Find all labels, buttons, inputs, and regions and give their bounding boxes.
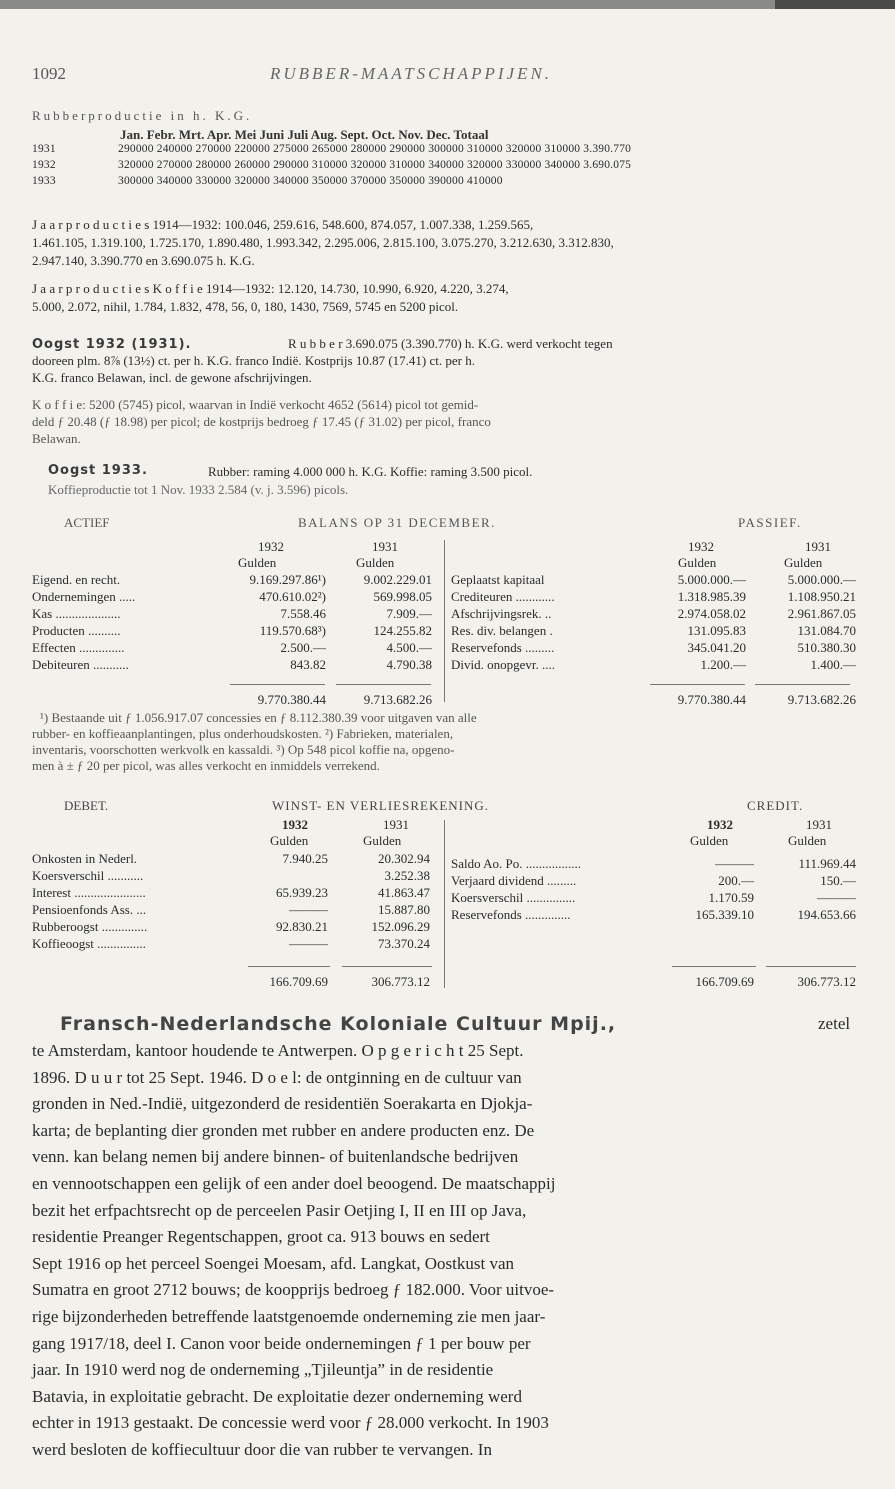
col-unit: Gulden <box>690 833 729 848</box>
production-year: 1931 <box>32 143 56 155</box>
footnote-line: inventaris, voorschotten werkvolk en kassaldi. ³) Op 548 picol koffie na, opgeno- <box>32 742 455 757</box>
credit-total-1932: 166.709.69 <box>695 974 754 989</box>
footnote-line: rubber- en koffieaanplantingen, plus onderhoudskosten. ²) Fabrieken, materialen, <box>32 726 454 741</box>
actief-row-1932: 7.558.46 <box>280 606 326 621</box>
text-line: J a a r p r o d u c t i e s 1914—1932: 100.046, 259.616, 548.600, 874.057, 1.007.338, 1.259.565, <box>32 217 534 232</box>
paragraph-line: venn. kan belang nemen bij andere binnen- of buitenlandsche bedrijven <box>32 1147 519 1167</box>
col-year: 1932 <box>688 539 714 554</box>
actief-row-1931: 4.500.— <box>386 640 432 655</box>
actief-row-1931: 569.998.05 <box>373 589 432 604</box>
oogst-1933-label: Oogst 1933. <box>48 463 148 478</box>
paragraph-line: gronden in Ned.-Indië, uitgezonderd de residentiën Soerakarta en Djokja- <box>32 1094 533 1114</box>
col-year: 1931 <box>372 539 398 554</box>
production-values: 320000 270000 280000 260000 290000 310000 320000 310000 340000 320000 330000 340000 3.690.075 <box>118 159 632 171</box>
col-unit: Gulden <box>784 555 823 570</box>
passief-row-1932: 2.974.058.02 <box>677 606 746 621</box>
column-divider <box>444 820 445 988</box>
text-line: deld ƒ 20.48 (ƒ 18.98) per picol; de kostprijs bedroeg ƒ 17.45 (ƒ 31.02) per picol, franco <box>32 414 491 429</box>
oogst-1932-label: Oogst 1932 (1931). <box>32 337 192 352</box>
text-line: J a a r p r o d u c t i e s K o f f i e 1914—1932: 12.120, 14.730, 10.990, 6.920, 4.220, 3.274, <box>32 281 509 296</box>
passief-row-1931: 1.108.950.21 <box>787 589 856 604</box>
col-year: 1931 <box>806 817 832 832</box>
credit-row-1931: 150.— <box>820 873 856 888</box>
debet-row-label: Onkosten in Nederl. <box>32 851 138 866</box>
col-unit: Gulden <box>356 555 395 570</box>
paragraph-line: Sumatra en groot 2712 bouws; de koopprijs bedroeg ƒ 182.000. Voor uitvoe- <box>32 1280 555 1300</box>
credit-row-1932: ——— <box>715 856 754 871</box>
scan-edge-bar <box>0 0 895 9</box>
sum-rule <box>650 684 745 685</box>
sum-rule <box>672 966 756 967</box>
company-title-tail: zetel <box>818 1014 851 1033</box>
sum-rule <box>230 684 325 685</box>
actief-row-1932: 9.169.297.86¹) <box>249 572 326 587</box>
col-year: 1931 <box>383 817 409 832</box>
paragraph-line: karta; de beplanting dier gronden met rubber en andere producten enz. De <box>32 1120 535 1140</box>
debet-row-1932: 92.830.21 <box>276 919 328 934</box>
paragraph-line: te Amsterdam, kantoor houdende te Antwerpen. O p g e r i c h t 25 Sept. <box>32 1041 524 1060</box>
column-divider <box>444 540 445 702</box>
debet-row-1932: 7.940.25 <box>282 851 328 866</box>
text-line: 1.461.105, 1.319.100, 1.725.170, 1.890.480, 1.993.342, 2.295.006, 2.815.100, 3.075.270, 3.212.630, 3.312.830, <box>32 235 614 250</box>
debet-row-label: Rubberoogst .............. <box>32 919 148 934</box>
debet-row-label: Koersverschil ........... <box>32 868 144 883</box>
actief-total-1931: 9.713.682.26 <box>363 692 432 707</box>
credit-row-label: Verjaard dividend ......... <box>451 873 577 888</box>
passief-row-label: Divid. onopgevr. .... <box>451 657 555 672</box>
paragraph-line: Batavia, in exploitatie gebracht. De exploitatie dezer onderneming werd <box>32 1386 522 1406</box>
text-line: R u b b e r 3.690.075 (3.390.770) h. K.G. werd verkocht tegen <box>288 336 613 351</box>
credit-row-1932: 165.339.10 <box>695 907 754 922</box>
col-unit: Gulden <box>788 833 827 848</box>
sum-rule <box>336 684 431 685</box>
debet-row-1931: 73.370.24 <box>378 936 430 951</box>
actief-row-1932: 470.610.02²) <box>259 589 326 604</box>
debet-row-1931: 3.252.38 <box>384 868 430 883</box>
actief-row-1932: 2.500.— <box>280 640 326 655</box>
debet-row-1931: 20.302.94 <box>378 851 430 866</box>
passief-row-label: Res. div. belangen . <box>451 623 553 638</box>
paragraph-line: en vennootschappen een gelijk of een ander doel beoogend. De maatschappij <box>32 1174 556 1193</box>
balans-title: BALANS OP 31 DECEMBER. <box>298 515 496 530</box>
text-line: K.G. franco Belawan, incl. de gewone afschrijvingen. <box>32 370 312 385</box>
production-year: 1933 <box>32 175 56 187</box>
passief-title: PASSIEF. <box>738 515 802 530</box>
debet-row-1932: ——— <box>289 902 328 917</box>
text-line: Koffieproductie tot 1 Nov. 1933 2.584 (v. j. 3.596) picols. <box>48 482 349 497</box>
production-values: 300000 340000 330000 320000 340000 350000 370000 350000 390000 410000 <box>118 175 503 187</box>
text-line: 5.000, 2.072, nihil, 1.784, 1.832, 478, 56, 0, 180, 1430, 7569, 5745 en 5200 picol. <box>32 299 459 314</box>
debet-total-1931: 306.773.12 <box>371 974 430 989</box>
company-title: Fransch-Nederlandsche Koloniale Cultuur Mpij., <box>60 1013 617 1035</box>
credit-row-1932: 1.170.59 <box>708 890 754 905</box>
paragraph-line: residentie Preanger Regentschappen, groot ca. 913 bouws en sedert <box>32 1227 490 1247</box>
passief-row-1931: 510.380.30 <box>797 640 856 655</box>
debet-row-1931: 15.887.80 <box>378 902 430 917</box>
actief-row-label: Kas .................... <box>32 606 121 621</box>
credit-total-1931: 306.773.12 <box>797 974 856 989</box>
debet-row-label: Koffieoogst ............... <box>32 936 146 951</box>
passief-total-1931: 9.713.682.26 <box>787 692 856 707</box>
paragraph-line: 1896. D u u r tot 25 Sept. 1946. D o e l: de ontginning en de cultuur van <box>32 1067 522 1087</box>
actief-title: ACTIEF <box>64 515 110 530</box>
credit-row-label: Koersverschil ............... <box>451 890 576 905</box>
actief-row-label: Producten .......... <box>32 623 121 638</box>
actief-row-label: Effecten .............. <box>32 640 125 655</box>
production-year: 1932 <box>32 159 56 171</box>
paragraph-line: echter in 1913 gestaakt. De concessie werd voor ƒ 28.000 verkocht. In 1903 <box>32 1413 549 1433</box>
production-heading: Rubberproductie in h. K.G. <box>32 108 253 123</box>
credit-title: CREDIT. <box>747 798 804 813</box>
passief-row-1932: 131.095.83 <box>687 623 746 638</box>
actief-row-1931: 7.909.— <box>386 606 432 621</box>
passief-row-label: Crediteuren ............ <box>451 589 555 604</box>
actief-row-label: Debiteuren ........... <box>32 657 129 672</box>
paragraph-line: rige bijzonderheden betreffende laatstgenoemde onderneming zie men jaar- <box>32 1307 546 1326</box>
sum-rule <box>342 966 432 967</box>
running-title: RUBBER-MAATSCHAPPIJEN. <box>270 64 553 83</box>
passief-row-label: Reservefonds ......... <box>451 640 555 655</box>
passief-row-1931: 2.961.867.05 <box>787 606 856 621</box>
passief-row-1932: 345.041.20 <box>687 640 746 655</box>
paragraph-line: werd besloten de koffiecultuur door die van rubber te vervangen. In <box>32 1440 492 1459</box>
actief-row-label: Ondernemingen ..... <box>32 589 136 604</box>
col-year: 1932 <box>258 539 284 554</box>
actief-row-1931: 4.790.38 <box>386 657 432 672</box>
col-year: 1931 <box>805 539 831 554</box>
winst-title: WINST- EN VERLIESREKENING. <box>272 798 490 813</box>
sum-rule <box>248 966 330 967</box>
actief-total-1932: 9.770.380.44 <box>257 692 326 707</box>
sum-rule <box>766 966 856 967</box>
col-year: 1932 <box>707 817 733 832</box>
text-line: K o f f i e: 5200 (5745) picol, waarvan in Indië verkocht 4652 (5614) picol tot gemid- <box>32 397 479 412</box>
text-line: Rubber: raming 4.000 000 h. K.G. Koffie: raming 3.500 picol. <box>208 464 533 479</box>
passief-row-1931: 5.000.000.— <box>787 572 856 587</box>
debet-row-label: Pensioenfonds Ass. ... <box>32 902 147 917</box>
debet-total-1932: 166.709.69 <box>269 974 328 989</box>
footnote-line: ¹) Bestaande uit ƒ 1.056.917.07 concessies en ƒ 8.112.380.39 voor uitgaven van alle <box>40 710 477 725</box>
text-line: 2.947.140, 3.390.770 en 3.690.075 h. K.G. <box>32 253 255 268</box>
text-line: dooreen plm. 8⅞ (13½) ct. per h. K.G. franco Indië. Kostprijs 10.87 (17.41) ct. per h. <box>32 353 475 368</box>
passief-total-1932: 9.770.380.44 <box>677 692 746 707</box>
production-values: 290000 240000 270000 220000 275000 265000 280000 290000 300000 310000 320000 310000 3.390.770 <box>118 143 632 155</box>
credit-row-1931: 111.969.44 <box>798 856 856 871</box>
debet-row-1931: 152.096.29 <box>371 919 430 934</box>
actief-row-1931: 124.255.82 <box>373 623 432 638</box>
text-line: Belawan. <box>32 431 81 446</box>
actief-row-1932: 843.82 <box>290 657 326 672</box>
debet-title: DEBET. <box>64 798 109 813</box>
col-unit: Gulden <box>363 833 402 848</box>
passief-row-1931: 131.084.70 <box>797 623 856 638</box>
paragraph-line: bezit het erfpachtsrecht op de perceelen Pasir Oetjing I, II en III op Java, <box>32 1200 527 1220</box>
paragraph-line: jaar. In 1910 werd nog de onderneming „Tjileuntja” in de residentie <box>32 1360 494 1380</box>
passief-row-1931: 1.400.— <box>810 657 856 672</box>
actief-row-label: Eigend. en recht. <box>32 572 121 587</box>
debet-row-label: Interest ...................... <box>32 885 146 900</box>
col-unit: Gulden <box>238 555 277 570</box>
paragraph-line: Sept 1916 op het perceel Soengei Moesam, afd. Langkat, Oostkust van <box>32 1253 515 1273</box>
credit-row-label: Reservefonds .............. <box>451 907 571 922</box>
debet-row-1931: 41.863.47 <box>378 885 430 900</box>
passief-row-1932: 1.200.— <box>700 657 746 672</box>
paragraph-line: gang 1917/18, deel I. Canon voor beide ondernemingen ƒ 1 per bouw per <box>32 1333 531 1353</box>
credit-row-1931: 194.653.66 <box>797 907 856 922</box>
passief-row-1932: 1.318.985.39 <box>677 589 746 604</box>
passief-row-1932: 5.000.000.— <box>677 572 746 587</box>
actief-row-1932: 119.570.68³) <box>259 623 326 638</box>
page-number: 1092 <box>32 64 66 83</box>
col-unit: Gulden <box>270 833 309 848</box>
sum-rule <box>755 684 850 685</box>
debet-row-1932: ——— <box>289 936 328 951</box>
col-unit: Gulden <box>678 555 717 570</box>
credit-row-label: Saldo Ao. Po. ................. <box>451 856 582 871</box>
actief-row-1931: 9.002.229.01 <box>363 572 432 587</box>
passief-row-label: Afschrijvingsrek. .. <box>451 606 552 621</box>
debet-row-1932: 65.939.23 <box>276 885 328 900</box>
credit-row-1932: 200.— <box>718 873 754 888</box>
months-header: Jan. Febr. Mrt. Apr. Mei Juni Juli Aug. Sept. Oct. Nov. Dec. Totaal <box>120 127 489 142</box>
footnote-line: men à ± ƒ 20 per picol, was alles verkocht en inmiddels verrekend. <box>32 758 380 773</box>
credit-row-1931: ——— <box>817 890 856 905</box>
col-year: 1932 <box>282 817 308 832</box>
passief-row-label: Geplaatst kapitaal <box>451 572 545 587</box>
